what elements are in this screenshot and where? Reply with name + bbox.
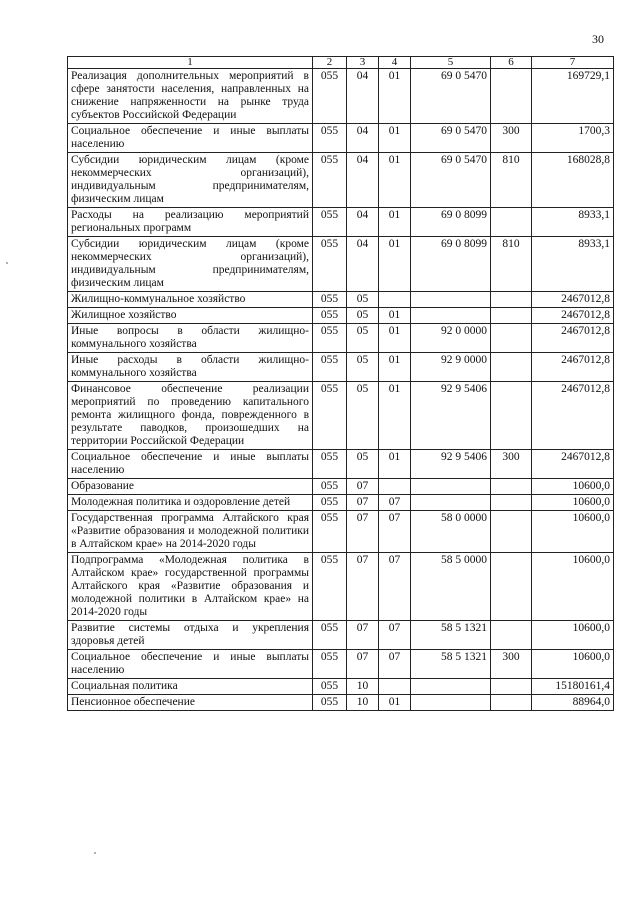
row-grbs-code: 055 xyxy=(313,208,347,237)
budget-table xyxy=(67,56,614,711)
row-name: Молодежная политика и оздоровление детей xyxy=(68,495,313,511)
col-header-4: 4 xyxy=(379,57,411,69)
row-expense-type xyxy=(491,495,532,511)
scan-speck xyxy=(94,852,96,854)
table-row xyxy=(68,208,614,237)
row-subsection-code xyxy=(379,479,411,495)
table-row xyxy=(68,495,614,511)
row-amount: 169729,1 xyxy=(532,69,614,124)
row-section-code: 07 xyxy=(347,511,379,553)
row-subsection-code xyxy=(379,679,411,695)
row-expense-type: 810 xyxy=(491,153,532,208)
row-target-article: 92 9 5406 xyxy=(411,450,491,479)
scan-speck xyxy=(6,262,8,264)
row-subsection-code: 01 xyxy=(379,353,411,382)
row-target-article xyxy=(411,495,491,511)
row-amount: 1700,3 xyxy=(532,124,614,153)
row-expense-type: 810 xyxy=(491,237,532,292)
row-expense-type xyxy=(491,679,532,695)
col-header-2: 2 xyxy=(313,57,347,69)
row-name: Подпрограмма «Молодежная политика в Алтайском крае» государственной программы Алтайского края «Развитие образования и молодежной политики в Алтайском крае» на 2014-2020 годы xyxy=(68,553,313,621)
row-amount: 8933,1 xyxy=(532,208,614,237)
row-subsection-code: 01 xyxy=(379,69,411,124)
row-expense-type: 300 xyxy=(491,650,532,679)
row-expense-type xyxy=(491,292,532,308)
row-grbs-code: 055 xyxy=(313,153,347,208)
row-section-code: 10 xyxy=(347,695,379,711)
row-grbs-code: 055 xyxy=(313,382,347,450)
row-grbs-code: 055 xyxy=(313,308,347,324)
row-expense-type xyxy=(491,69,532,124)
table-body xyxy=(68,69,614,711)
row-name: Социальное обеспечение и иные выплаты населению xyxy=(68,124,313,153)
row-subsection-code: 01 xyxy=(379,124,411,153)
row-grbs-code: 055 xyxy=(313,292,347,308)
row-amount: 10600,0 xyxy=(532,495,614,511)
row-target-article: 92 9 0000 xyxy=(411,353,491,382)
row-subsection-code: 07 xyxy=(379,650,411,679)
row-name: Субсидии юридическим лицам (кроме некоммерческих организаций), индивидуальным предпринимателям, физическим лицам xyxy=(68,237,313,292)
table-row xyxy=(68,124,614,153)
row-target-article xyxy=(411,679,491,695)
row-expense-type xyxy=(491,324,532,353)
col-header-5: 5 xyxy=(411,57,491,69)
row-amount: 2467012,8 xyxy=(532,450,614,479)
row-grbs-code: 055 xyxy=(313,621,347,650)
row-subsection-code: 01 xyxy=(379,450,411,479)
row-target-article xyxy=(411,479,491,495)
row-subsection-code: 01 xyxy=(379,382,411,450)
row-name: Развитие системы отдыха и укрепления здоровья детей xyxy=(68,621,313,650)
row-amount: 15180161,4 xyxy=(532,679,614,695)
row-section-code: 04 xyxy=(347,153,379,208)
row-name: Социальное обеспечение и иные выплаты населению xyxy=(68,650,313,679)
row-subsection-code: 01 xyxy=(379,208,411,237)
row-grbs-code: 055 xyxy=(313,69,347,124)
row-name: Образование xyxy=(68,479,313,495)
row-expense-type xyxy=(491,382,532,450)
row-section-code: 07 xyxy=(347,553,379,621)
row-target-article: 58 0 0000 xyxy=(411,511,491,553)
row-name: Субсидии юридическим лицам (кроме некоммерческих организаций), индивидуальным предпринимателям, физическим лицам xyxy=(68,153,313,208)
row-expense-type xyxy=(491,353,532,382)
row-expense-type xyxy=(491,553,532,621)
row-subsection-code: 01 xyxy=(379,153,411,208)
row-amount: 10600,0 xyxy=(532,553,614,621)
table-row xyxy=(68,237,614,292)
row-target-article: 58 5 0000 xyxy=(411,553,491,621)
row-name: Иные вопросы в области жилищно-коммунального хозяйства xyxy=(68,324,313,353)
table-row xyxy=(68,511,614,553)
table-row xyxy=(68,69,614,124)
row-name: Пенсионное обеспечение xyxy=(68,695,313,711)
row-subsection-code: 01 xyxy=(379,308,411,324)
row-grbs-code: 055 xyxy=(313,553,347,621)
row-expense-type xyxy=(491,308,532,324)
row-name: Финансовое обеспечение реализации мероприятий по проведению капитального ремонта жилищного фонда, поврежденного в результате паводков, произошедших на территории Российской Федерации xyxy=(68,382,313,450)
row-grbs-code: 055 xyxy=(313,324,347,353)
row-name: Реализация дополнительных мероприятий в сфере занятости населения, направленных на снижение напряженности на рынке труда субъектов Российской Федерации xyxy=(68,69,313,124)
row-section-code: 05 xyxy=(347,308,379,324)
col-header-6: 6 xyxy=(491,57,532,69)
row-name: Расходы на реализацию мероприятий региональных программ xyxy=(68,208,313,237)
row-subsection-code: 07 xyxy=(379,511,411,553)
row-target-article xyxy=(411,695,491,711)
row-name: Иные расходы в области жилищно-коммунального хозяйства xyxy=(68,353,313,382)
table-row xyxy=(68,621,614,650)
row-grbs-code: 055 xyxy=(313,679,347,695)
row-name: Жилищное хозяйство xyxy=(68,308,313,324)
col-header-3: 3 xyxy=(347,57,379,69)
table-row xyxy=(68,292,614,308)
row-name: Жилищно-коммунальное хозяйство xyxy=(68,292,313,308)
table-row xyxy=(68,153,614,208)
row-expense-type: 300 xyxy=(491,124,532,153)
row-name: Социальная политика xyxy=(68,679,313,695)
row-section-code: 05 xyxy=(347,382,379,450)
table-row xyxy=(68,450,614,479)
row-name: Социальное обеспечение и иные выплаты населению xyxy=(68,450,313,479)
row-target-article: 69 0 8099 xyxy=(411,237,491,292)
row-amount: 2467012,8 xyxy=(532,382,614,450)
table-row xyxy=(68,679,614,695)
row-grbs-code: 055 xyxy=(313,237,347,292)
row-subsection-code: 07 xyxy=(379,621,411,650)
row-amount: 10600,0 xyxy=(532,479,614,495)
row-subsection-code: 01 xyxy=(379,237,411,292)
row-expense-type xyxy=(491,621,532,650)
row-section-code: 10 xyxy=(347,679,379,695)
row-target-article: 58 5 1321 xyxy=(411,650,491,679)
row-section-code: 07 xyxy=(347,495,379,511)
row-target-article: 92 0 0000 xyxy=(411,324,491,353)
row-section-code: 05 xyxy=(347,353,379,382)
row-section-code: 04 xyxy=(347,124,379,153)
row-section-code: 07 xyxy=(347,479,379,495)
table-row xyxy=(68,308,614,324)
row-grbs-code: 055 xyxy=(313,479,347,495)
row-expense-type xyxy=(491,695,532,711)
table-row xyxy=(68,353,614,382)
col-header-7: 7 xyxy=(532,57,614,69)
row-section-code: 04 xyxy=(347,237,379,292)
row-amount: 168028,8 xyxy=(532,153,614,208)
row-amount: 2467012,8 xyxy=(532,353,614,382)
row-target-article xyxy=(411,292,491,308)
row-expense-type xyxy=(491,208,532,237)
row-target-article: 69 0 5470 xyxy=(411,69,491,124)
header-row xyxy=(68,57,614,69)
row-grbs-code: 055 xyxy=(313,495,347,511)
row-name: Государственная программа Алтайского края «Развитие образования и молодежной политики в Алтайском крае» на 2014-2020 годы xyxy=(68,511,313,553)
row-target-article: 58 5 1321 xyxy=(411,621,491,650)
table-row xyxy=(68,382,614,450)
row-amount: 8933,1 xyxy=(532,237,614,292)
row-subsection-code: 07 xyxy=(379,495,411,511)
row-section-code: 04 xyxy=(347,69,379,124)
table-row xyxy=(68,650,614,679)
row-grbs-code: 055 xyxy=(313,695,347,711)
table-row xyxy=(68,479,614,495)
row-section-code: 05 xyxy=(347,450,379,479)
row-subsection-code: 07 xyxy=(379,553,411,621)
row-target-article: 92 9 5406 xyxy=(411,382,491,450)
row-section-code: 04 xyxy=(347,208,379,237)
row-grbs-code: 055 xyxy=(313,450,347,479)
row-grbs-code: 055 xyxy=(313,124,347,153)
row-amount: 88964,0 xyxy=(532,695,614,711)
row-target-article xyxy=(411,308,491,324)
row-amount: 2467012,8 xyxy=(532,292,614,308)
row-grbs-code: 055 xyxy=(313,353,347,382)
col-header-1: 1 xyxy=(68,57,313,69)
row-target-article: 69 0 5470 xyxy=(411,124,491,153)
row-section-code: 05 xyxy=(347,292,379,308)
row-grbs-code: 055 xyxy=(313,511,347,553)
row-target-article: 69 0 8099 xyxy=(411,208,491,237)
table-row xyxy=(68,324,614,353)
row-amount: 2467012,8 xyxy=(532,324,614,353)
table-row xyxy=(68,553,614,621)
row-amount: 10600,0 xyxy=(532,650,614,679)
row-expense-type xyxy=(491,479,532,495)
row-subsection-code xyxy=(379,292,411,308)
row-target-article: 69 0 5470 xyxy=(411,153,491,208)
row-amount: 10600,0 xyxy=(532,511,614,553)
row-expense-type xyxy=(491,511,532,553)
row-amount: 2467012,8 xyxy=(532,308,614,324)
row-subsection-code: 01 xyxy=(379,324,411,353)
row-expense-type: 300 xyxy=(491,450,532,479)
row-grbs-code: 055 xyxy=(313,650,347,679)
row-subsection-code: 01 xyxy=(379,695,411,711)
row-section-code: 07 xyxy=(347,650,379,679)
table-row xyxy=(68,695,614,711)
row-section-code: 07 xyxy=(347,621,379,650)
row-amount: 10600,0 xyxy=(532,621,614,650)
row-section-code: 05 xyxy=(347,324,379,353)
page-number: 30 xyxy=(592,32,604,46)
